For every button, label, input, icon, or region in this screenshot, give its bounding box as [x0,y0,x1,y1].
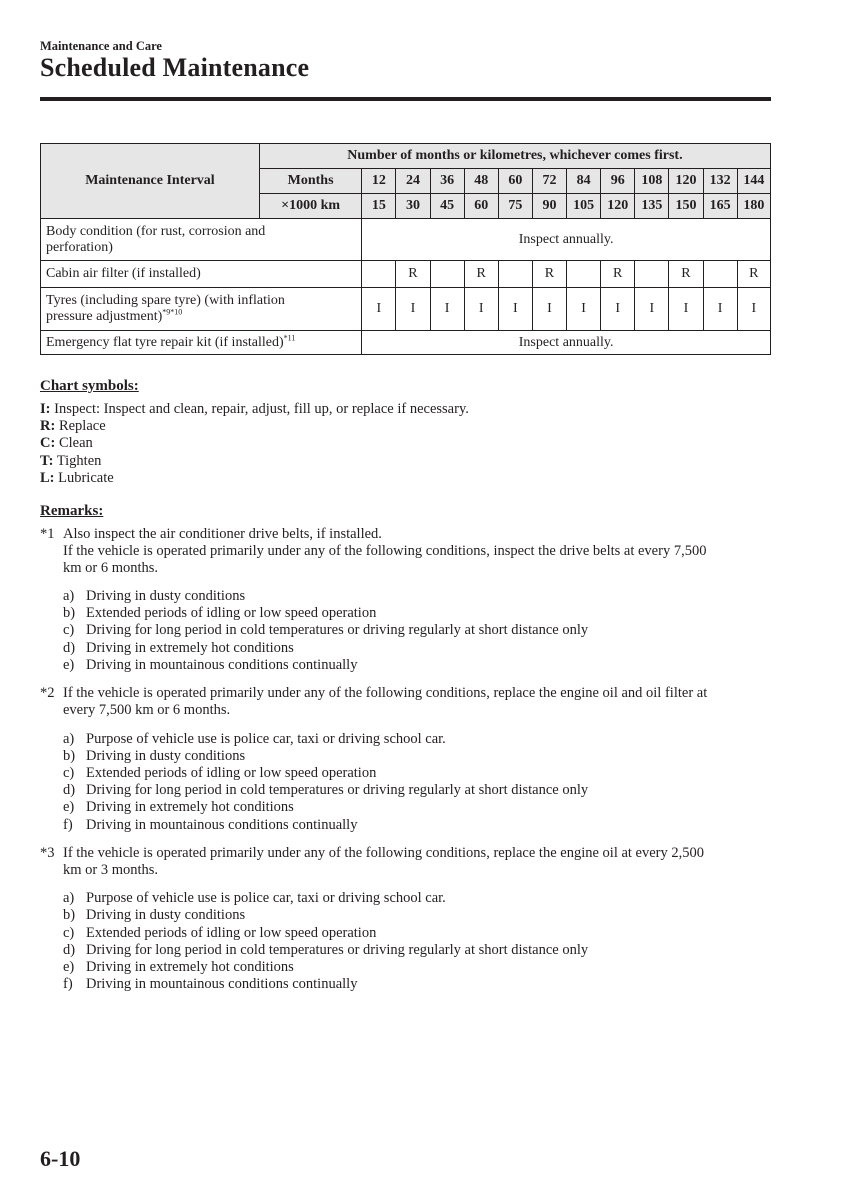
item-label-line: Emergency flat tyre repair kit (if installed) [46,334,284,350]
symbol-line [40,401,469,418]
month-header: 48 [464,169,498,194]
schedule-cell: R [737,261,770,288]
condition-letter-line [63,782,75,799]
schedule-cell: I [430,288,464,331]
schedule-cell: I [532,288,566,331]
condition-text: Purpose of vehicle use is police car, taxi or driving school car. [86,890,446,906]
condition-text: Extended periods of idling or low speed operation [86,765,377,781]
schedule-cell: I [635,288,669,331]
section-label: Maintenance and Care [40,39,162,53]
condition-text: Driving for long period in cold temperatures or driving regularly at short distance only [86,942,589,958]
symbol-line [40,453,101,470]
condition-letter: e) [63,959,75,975]
span-cell: Inspect annually. [362,331,771,355]
condition-text: Driving in mountainous conditions continually [86,657,358,673]
km-header: 150 [669,194,703,219]
condition-text: Driving in mountainous conditions continually [86,817,358,833]
remark-line [63,862,158,879]
km-label: ×1000 km [259,194,361,219]
symbol-text: Clean [55,435,93,451]
condition-text: Driving in extremely hot conditions [86,959,294,975]
title-rule [40,97,771,101]
remark-text: every 7,500 km or 6 months. [63,702,231,718]
condition-line [86,976,357,993]
condition-letter: d) [63,942,76,958]
schedule-cell [430,261,464,288]
symbol-key: C: [40,435,56,451]
condition-letter: b) [63,907,76,923]
item-label [41,261,362,288]
remark-line [63,685,707,702]
condition-line [86,640,294,657]
item-label [41,331,362,355]
condition-letter-line [63,817,73,834]
symbol-line [40,418,106,435]
condition-letter-line [63,640,75,657]
remark-text: km or 3 months. [63,862,159,878]
schedule-cell: R [464,261,498,288]
month-header: 60 [498,169,532,194]
condition-letter-line [63,748,75,765]
month-header: 120 [669,169,703,194]
condition-letter: a) [63,731,75,747]
condition-letter: e) [63,657,75,673]
condition-letter: b) [63,605,76,621]
condition-line [86,765,376,782]
symbol-line [40,470,114,487]
schedule-cell: R [601,261,635,288]
symbol-key: T: [40,453,54,469]
condition-letter: d) [63,640,76,656]
remark-line [63,845,704,862]
km-header: 105 [567,194,601,219]
symbol-key: I: [40,401,51,417]
item-label-line: pressure adjustment) [46,309,163,324]
condition-letter-line [63,799,74,816]
km-header: 180 [737,194,770,219]
schedule-cell [703,261,737,288]
condition-line [86,588,245,605]
condition-line [86,657,357,674]
condition-text: Purpose of vehicle use is police car, taxi or driving school car. [86,731,446,747]
condition-line [86,942,588,959]
top-header: Number of months or kilometres, whichever comes first. [259,144,770,169]
condition-letter-line [63,925,74,942]
km-header: 135 [635,194,669,219]
remark-mark-line [40,685,55,702]
symbol-text: Replace [55,418,106,434]
symbol-text: Inspect: Inspect and clean, repair, adjust, fill up, or replace if necessary. [50,401,469,417]
condition-letter-line [63,731,74,748]
km-header: 45 [430,194,464,219]
schedule-cell: I [396,288,430,331]
item-label-line: Cabin air filter (if installed) [46,266,201,281]
condition-letter: a) [63,588,75,604]
condition-line [86,605,376,622]
month-header: 132 [703,169,737,194]
schedule-cell [635,261,669,288]
item-label [41,219,362,261]
condition-line [86,748,245,765]
item-label-line: Tyres (including spare tyre) (with inflation [46,293,285,308]
symbol-text: Tighten [53,453,102,469]
remarks-heading: Remarks: [40,503,104,519]
condition-line [86,799,294,816]
symbol-line [40,435,93,452]
remark-line [63,526,382,543]
schedule-cell: R [396,261,430,288]
footnote-ref: *9*10 [162,307,183,317]
table-row [41,288,771,331]
month-header: 36 [430,169,464,194]
remark-line [63,543,706,560]
footnote-ref: *11 [283,332,296,342]
page-title: Scheduled Maintenance [40,53,310,82]
months-label: Months [259,169,361,194]
condition-line [86,890,446,907]
span-cell: Inspect annually. [362,219,771,261]
remark-line [63,702,230,719]
remark-text: km or 6 months. [63,560,159,576]
month-header: 12 [362,169,396,194]
condition-letter: f) [63,817,73,833]
condition-letter-line [63,942,75,959]
condition-text: Driving for long period in cold temperatures or driving regularly at short distance only [86,622,589,638]
condition-letter-line [63,588,74,605]
item-label-line: Body condition (for rust, corrosion and [46,223,266,239]
km-header: 165 [703,194,737,219]
interval-label: Maintenance Interval [41,144,260,219]
condition-letter: f) [63,976,73,992]
month-header: 24 [396,169,430,194]
month-header: 108 [635,169,669,194]
condition-letter-line [63,976,73,993]
remark-line [63,560,158,577]
symbol-key: R: [40,418,56,434]
remark-mark-line [40,845,55,862]
table-row [41,261,771,288]
schedule-cell: I [703,288,737,331]
schedule-cell: I [737,288,770,331]
km-header: 30 [396,194,430,219]
schedule-cell [362,261,396,288]
schedule-cell: I [362,288,396,331]
remark-text: If the vehicle is operated primarily under any of the following conditions, replace the engine oil at every 2,500 [63,845,705,861]
remark-text: If the vehicle is operated primarily under any of the following conditions, replace the engine oil and oil filter at [63,685,708,701]
symbol-text: Lubricate [54,470,114,486]
remark-mark: *3 [40,845,55,861]
condition-text: Driving in extremely hot conditions [86,799,294,815]
condition-letter-line [63,765,74,782]
condition-line [86,817,357,834]
km-header: 120 [601,194,635,219]
schedule-cell: R [532,261,566,288]
schedule-cell: I [669,288,703,331]
condition-letter-line [63,890,74,907]
condition-line [86,731,446,748]
remark-text: Also inspect the air conditioner drive belts, if installed. [63,526,382,542]
schedule-cell: R [669,261,703,288]
page-number: 6-10 [40,1146,81,1171]
remark-mark-line [40,526,55,543]
schedule-cell [498,261,532,288]
condition-letter: c) [63,765,75,781]
condition-letter: c) [63,622,75,638]
item-label [41,288,362,331]
condition-text: Extended periods of idling or low speed operation [86,925,377,941]
condition-text: Driving in dusty conditions [86,748,246,764]
condition-line [86,782,588,799]
symbol-key: L: [40,470,55,486]
month-header: 84 [567,169,601,194]
condition-letter: a) [63,890,75,906]
condition-letter-line [63,959,74,976]
condition-letter: c) [63,925,75,941]
maintenance-table [40,143,771,355]
condition-line [86,907,245,924]
month-header: 72 [532,169,566,194]
km-header: 90 [532,194,566,219]
km-header: 75 [498,194,532,219]
condition-text: Extended periods of idling or low speed operation [86,605,377,621]
month-header: 144 [737,169,770,194]
condition-letter-line [63,622,74,639]
remark-mark: *2 [40,685,55,701]
km-header: 60 [464,194,498,219]
schedule-cell: I [498,288,532,331]
condition-letter: e) [63,799,75,815]
schedule-cell: I [464,288,498,331]
condition-text: Driving in dusty conditions [86,907,246,923]
condition-line [86,959,294,976]
condition-letter-line [63,657,74,674]
km-header: 15 [362,194,396,219]
condition-text: Driving in extremely hot conditions [86,640,294,656]
schedule-cell: I [601,288,635,331]
condition-text: Driving for long period in cold temperatures or driving regularly at short distance only [86,782,589,798]
condition-letter-line [63,605,75,622]
table-row [41,331,771,355]
item-label-line: perforation) [46,239,113,255]
condition-text: Driving in dusty conditions [86,588,246,604]
schedule-cell [567,261,601,288]
condition-line [86,925,376,942]
condition-letter-line [63,907,75,924]
condition-letter: b) [63,748,76,764]
table-row [41,219,771,261]
schedule-cell: I [567,288,601,331]
remark-text: If the vehicle is operated primarily under any of the following conditions, inspect the drive belts at every 7,500 [63,543,707,559]
condition-letter: d) [63,782,76,798]
chart-symbols-heading: Chart symbols: [40,378,139,394]
condition-line [86,622,588,639]
condition-text: Driving in mountainous conditions continually [86,976,358,992]
month-header: 96 [601,169,635,194]
remark-mark: *1 [40,526,55,542]
